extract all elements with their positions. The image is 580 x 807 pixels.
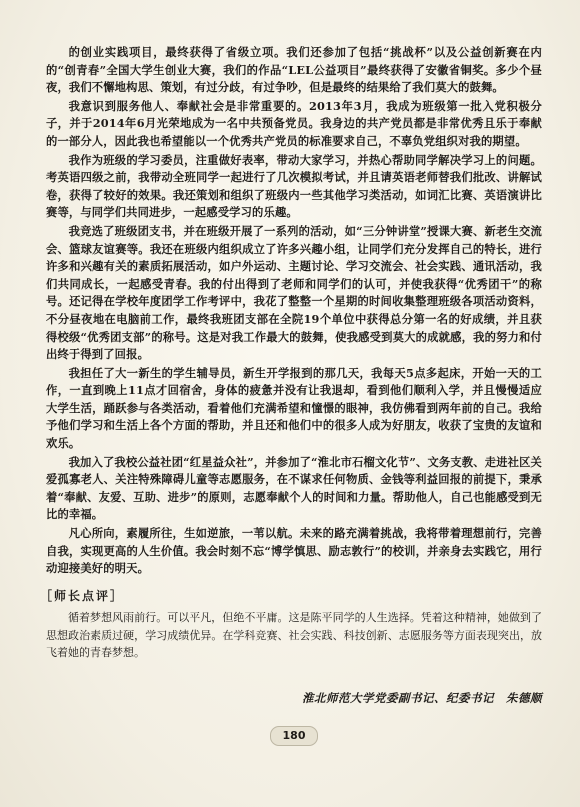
comment-header: ［师长点评］ xyxy=(40,588,125,603)
paragraph: 我担任了大一新生的学生辅导员，新生开学报到的那几天，我每天5点多起床，开始一天的工作，一直到晚上11点才回宿舍，身体的疲惫并没有让我退却，看到他们顺利入学，并且慢慢适应大学生活，踊跃参与各类活动，看着他们充满希望和憧憬的眼神，我仿佛看到两年前的自己。我给予他们学习和生活上各个方面的帮助，并且还和他们中的很多人成为好朋友，收获了宝贵的友谊和欢乐。 xyxy=(46,365,542,451)
page-number: 180 xyxy=(270,726,318,746)
paragraph: 我意识到服务他人、奉献社会是非常重要的。2013年3月，我成为班级第一批入党积极分子，并于2014年6月光荣地成为一名中共预备党员。我身边的共产党员都是非常优秀且乐于奉献的一部分人，因此我也希望能以一个优秀共产党员的标准要求自己，不辜负党组织对我的期望。 xyxy=(46,98,542,148)
signature: 淮北师范大学党委副书记、纪委书记 朱德顺 xyxy=(302,691,542,705)
paragraph: 我作为班级的学习委员，注重做好表率，带动大家学习，并热心帮助同学解决学习上的问题。考英语四级之前，我带动全班同学一起进行了几次模拟考试，并且请英语老师替我们批改、讲解试卷，获得了较好的效果。我还策划和组织了班级内一些其他学习类活动，如词汇比赛、英语演讲比赛等，与同学们共同进步，一起感受学习的乐趣。 xyxy=(46,152,542,220)
paragraph: 我竞选了班级团支书，并在班级开展了一系列的活动，如“三分钟讲堂”授课大赛、新老生交流会、篮球友谊赛等。我还在班级内组织成立了许多兴趣小组，让同学们充分发挥自己的特长，进行许多和兴趣有关的素质拓展活动，如户外运动、主题讨论、学习交流会、社会实践、通讯活动，我们共同成长，一起感受青春。我的付出得到了老师和同学们的认可，并使我获得“优秀团干”的称号。还记得在学校年度团学工作考评中，我花了整整一个星期的时间收集整理班级各项活动资料，不分昼夜地在电脑前工作，最终我班团支部在全院19个单位中获得总分第一名的好成绩，并且获得校级“优秀团支部”的称号。这是对我工作最大的鼓舞，使我感受到莫大的成就感，我的努力和付出终于得到了回报。 xyxy=(46,223,542,362)
paragraph: 凡心所向，素履所往，生如逆旅，一苇以航。未来的路充满着挑战，我将带着理想前行，完善自我，实现更高的人生价值。我会时刻不忘“博学慎思、励志敦行”的校训，并亲身去实践它，用行动迎接美好的明天。 xyxy=(46,526,542,576)
paragraph: 的创业实践项目，最终获得了省级立项。我们还参加了包括“挑战杯”以及公益创新赛在内的“创青春”全国大学生创业大赛，我们的作品“LEL公益项目”最终获得了安徽省铜奖。多少个昼夜，我们不懈地构思、策划，有过分歧，有过争吵，但是最终的结果给了我们莫大的鼓舞。 xyxy=(46,45,542,95)
essay-body xyxy=(46,44,542,578)
teacher-comment xyxy=(46,609,542,662)
paragraph: 我加入了我校公益社团“红星益众社”，并参加了“淮北市石榴文化节”、文务支教、走进社区关爱孤寡老人、关注特殊障碍儿童等志愿服务，在不谋求任何物质、金钱等利益回报的前提下，秉承着“奉献、友爱、互助、进步”的原则，志愿奉献个人的时间和力量。帮助他人，自己也能感受到无比的幸福。 xyxy=(46,454,542,522)
comment-paragraph: 循着梦想风雨前行。可以平凡，但绝不平庸。这是陈平同学的人生选择。凭着这种精神，她做到了思想政治素质过硬，学习成绩优异。在学科竞赛、社会实践、科技创新、志愿服务等方面表现突出，放飞着她的青春梦想。 xyxy=(46,610,542,660)
